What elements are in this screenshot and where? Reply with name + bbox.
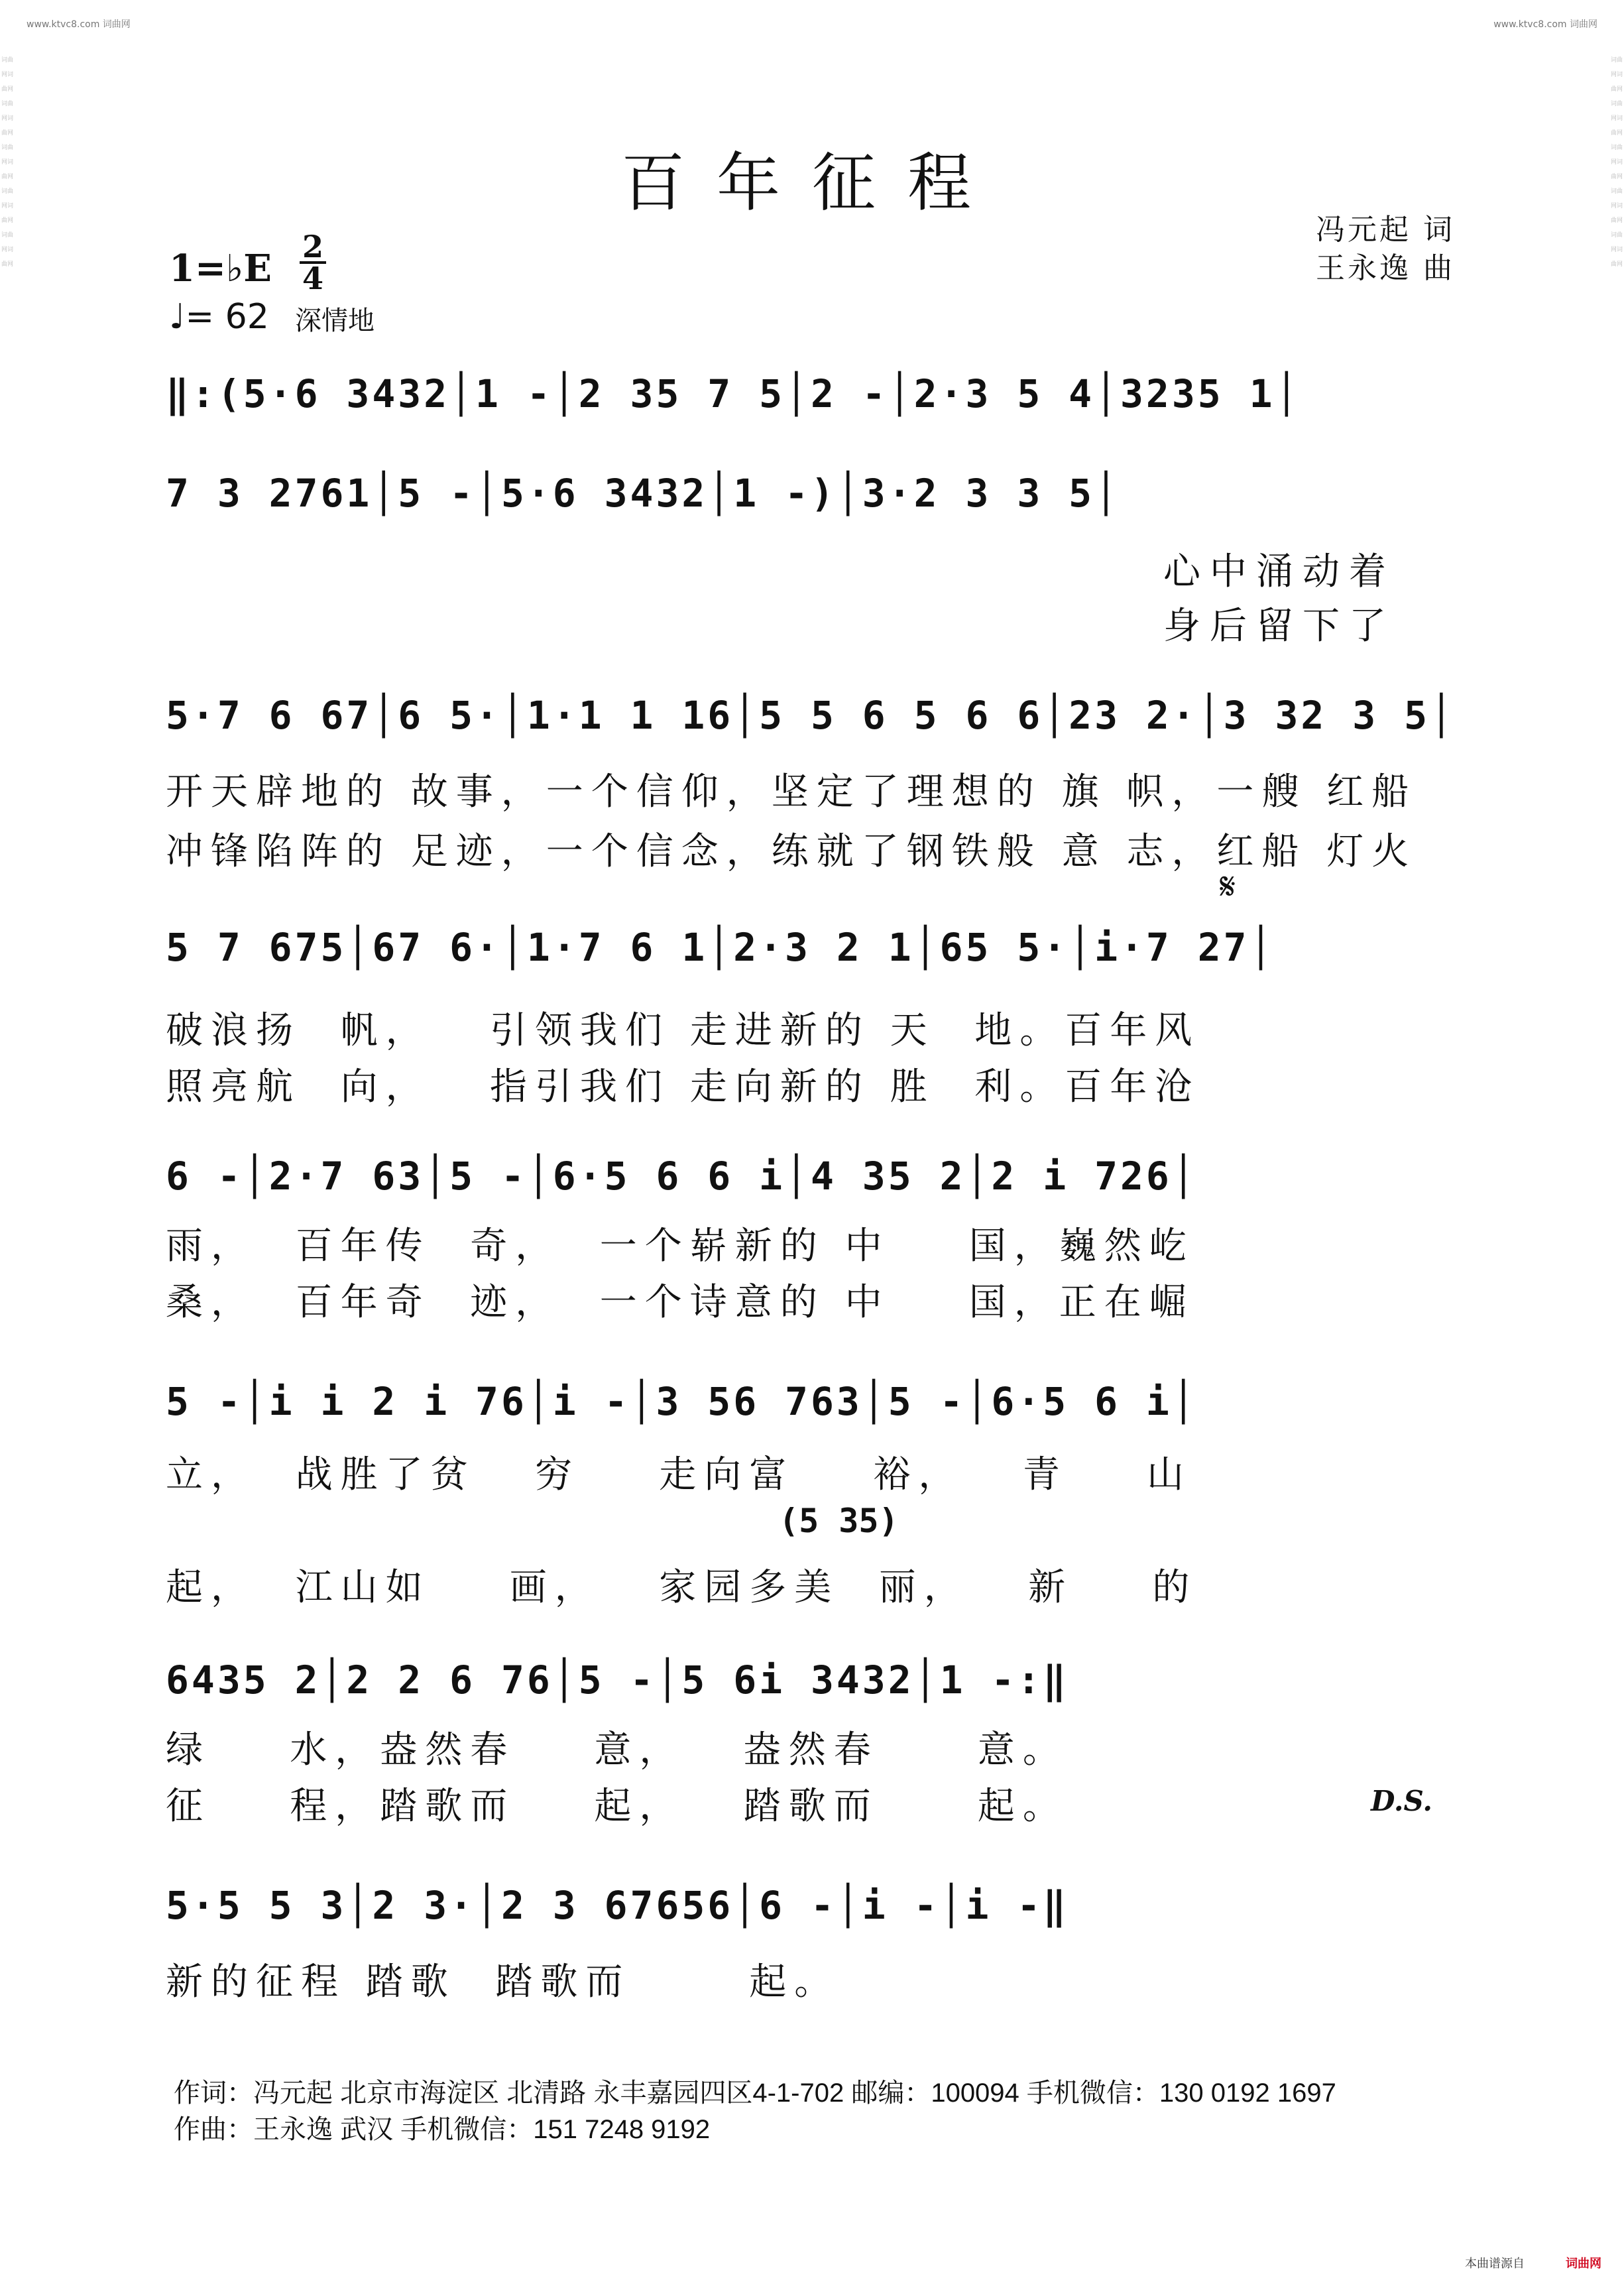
score-row-8: 5·5 5 3│2 3·│2 3 67656│6 -│i -│i -‖: [166, 1883, 1069, 1928]
lyric-row-5-v1: 雨， 百年传 奇， 一个崭新的 中 国，巍然屹: [166, 1225, 1194, 1268]
score-row-2: 7 3 2761│5 -│5·6 3432│1 -)│3·2 3 3 5│: [166, 471, 1121, 516]
lyric-row-8-v1: 新的征程 踏歌 踏歌而 起。: [166, 1960, 840, 2004]
footer-composer-info: 作曲：王永逸 武汉 手机微信：151 7248 9192: [174, 2115, 711, 2144]
score-row-7: 6435 2│2 2 6 76│5 -│5 6i 3432│1 -:‖: [166, 1657, 1069, 1703]
lyric-row-3-v1: 开天辟地的 故事，一个信仰，坚定了理想的 旗 帜，一艘 红船: [166, 770, 1417, 813]
edge-watermark-left: 词曲网词曲网词曲网词曲网词曲网词曲网词曲网词曲网词曲网词曲网: [1, 57, 13, 268]
lyric-row-6-v2: 起， 江山如 画， 家园多美 丽， 新 的: [166, 1566, 1198, 1609]
time-denominator: 4: [302, 261, 323, 296]
score-row-6: 5 -│i i 2 i 76│i -│3 56 763│5 -│6·5 6 i│: [166, 1379, 1198, 1424]
dal-segno-mark: D.S.: [1371, 1785, 1433, 1817]
time-signature: [300, 229, 326, 296]
watermark-left: www.ktvc8.com 词曲网: [27, 19, 131, 30]
score-row-3: 5·7 6 67│6 5·│1·1 1 16│5 5 6 5 6 6│23 2·│3 32 3 5│: [166, 693, 1456, 738]
composer-credit: 王永逸 曲: [1316, 251, 1455, 285]
lyric-row-2-v2: 身后留下了: [1163, 605, 1395, 648]
score-row-4: 5 7 675│67 6·│1·7 6 1│2·3 2 1│65 5·│i·7 27│: [166, 925, 1275, 970]
key-signature: 1=♭E: [169, 247, 272, 290]
watermark-right: www.ktvc8.com 词曲网: [1493, 19, 1597, 30]
page-title: 百年征程: [621, 146, 1003, 220]
score-row-1: ‖:(5·6 3432│1 -│2 35 7 5│2 -│2·3 5 4│3235 1│: [166, 371, 1301, 416]
lyric-row-3-v2: 冲锋陷阵的 足迹，一个信念，练就了钢铁般 意 志，红船 灯火: [166, 830, 1417, 873]
footer-brand: 词曲网: [1566, 2257, 1601, 2271]
footer-source-label: 本曲谱源自: [1465, 2257, 1525, 2271]
time-numerator: 2: [302, 229, 323, 265]
lyric-row-6-v1: 立， 战胜了贫 穷 走向富 裕， 青 山: [166, 1453, 1192, 1496]
lyric-row-4-v2: 照亮航 向， 指引我们 走向新的 胜 利。百年沧: [166, 1065, 1200, 1109]
lyricist-credit: 冯元起 词: [1316, 213, 1455, 247]
footer-lyricist-info: 作词：冯元起 北京市海淀区 北清路 永丰嘉园四区4-1-702 邮编：100094 手机微信：130 0192 1697: [174, 2078, 1336, 2108]
lyric-row-4-v1: 破浪扬 帆， 引领我们 走进新的 天 地。百年风: [166, 1009, 1200, 1052]
lyric-row-7-v1: 绿 水，盎然春 意， 盎然春 意。: [166, 1728, 1068, 1772]
lyric-row-5-v2: 桑， 百年奇 迹， 一个诗意的 中 国，正在崛: [166, 1281, 1194, 1324]
segno-sign: 𝄋: [1220, 865, 1236, 908]
lyric-row-2-v1: 心中涌动着: [1163, 550, 1395, 593]
lyric-row-7-v2: 征 程，踏歌而 起， 踏歌而 起。: [166, 1785, 1068, 1828]
edge-watermark-right: 词曲网词曲网词曲网词曲网词曲网词曲网词曲网词曲网词曲网词曲网: [1610, 57, 1623, 268]
tempo-mark: ♩= 62: [169, 297, 269, 337]
score-row-5: 6 -│2·7 63│5 -│6·5 6 6 i│4 35 2│2 i 726│: [166, 1154, 1198, 1199]
alt-notes: (5 35): [779, 1502, 899, 1540]
expression-mark: 深情地: [295, 306, 375, 336]
